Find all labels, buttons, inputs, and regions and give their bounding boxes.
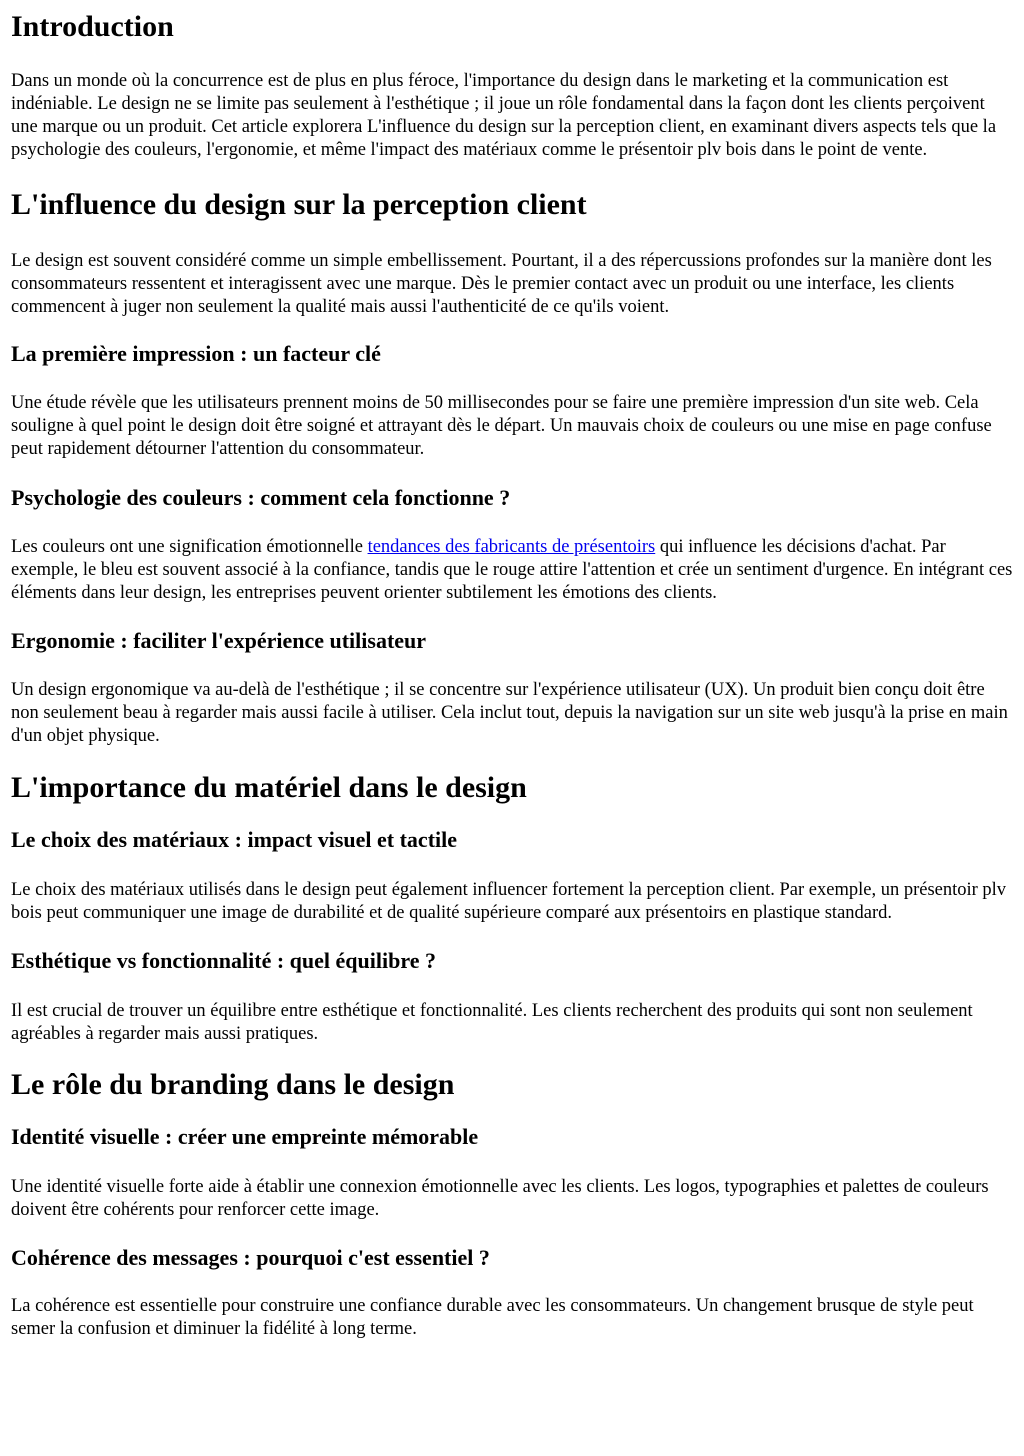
paragraph-text-after-link: qui influence les décisions d'achat. Par exemple, le bleu est souvent associé à la confiance, tandis que le rouge attire l'attention et crée un sentiment d'urgence. En intégrant ces éléments dans leur design, les entreprises peuvent orienter subtilement les émotions des clients. (11, 537, 1013, 603)
subheading-material-choice: Le choix des matériaux : impact visuel et tactile (11, 827, 458, 852)
heading-introduction: Introduction (11, 10, 174, 43)
heading-branding-role: Le rôle du branding dans le design (11, 1068, 455, 1101)
link-display-manufacturer-trends[interactable]: tendances des fabricants de présentoirs (367, 537, 656, 557)
subheading-color-psychology: Psychologie des couleurs : comment cela fonctionne ? (11, 485, 511, 510)
article (0, 10, 1024, 1341)
subheading-message-coherence: Cohérence des messages : pourquoi c'est essentiel ? (11, 1245, 490, 1270)
paragraph-color-psychology (11, 536, 1013, 605)
paragraph-first-impression: Une étude révèle que les utilisateurs prennent moins de 50 millisecondes pour se faire une première impression d'un site web. Cela souligne à quel point le design doit être soigné et attrayant dès le départ. Un mauvais choix de couleurs ou une mise en page confuse peut rapidement détourner l'attention du consommateur. (11, 393, 992, 459)
paragraph-aesthetics-vs-function: Il est crucial de trouver un équilibre entre esthétique et fonctionnalité. Les clients recherchent des produits qui sont non seulement agréables à regarder mais aussi pratiques. (11, 1001, 973, 1044)
paragraph-introduction: Dans un monde où la concurrence est de plus en plus féroce, l'importance du design dans le marketing et la communication est indéniable. Le design ne se limite pas seulement à l'esthétique ; il joue un rôle fondamental dans la façon dont les clients perçoivent une marque ou un produit. Cet article explorera L'influence du design sur la perception client, en examinant divers aspects tels que la psychologie des couleurs, l'ergonomie, et même l'impact des matériaux comme le présentoir plv bois dans le point de vente. (11, 71, 997, 160)
paragraph-design-influence: Le design est souvent considéré comme un simple embellissement. Pourtant, il a des répercussions profondes sur la manière dont les consommateurs ressentent et interagissent avec une marque. Dès le premier contact avec un produit ou une interface, les clients commencent à juger non seulement la qualité mais aussi l'authenticité de ce qu'ils voient. (11, 251, 992, 317)
subheading-first-impression: La première impression : un facteur clé (11, 341, 381, 366)
subheading-ergonomics: Ergonomie : faciliter l'expérience utilisateur (11, 628, 427, 653)
heading-material-importance: L'importance du matériel dans le design (11, 771, 527, 804)
paragraph-material-choice: Le choix des matériaux utilisés dans le design peut également influencer fortement la perception client. Par exemple, un présentoir plv bois peut communiquer une image de durabilité et de qualité supérieure comparé aux présentoirs en plastique standard. (11, 880, 1007, 923)
paragraph-message-coherence: La cohérence est essentielle pour construire une confiance durable avec les consommateurs. Un changement brusque de style peut semer la confusion et diminuer la fidélité à long terme. (11, 1296, 974, 1339)
subheading-visual-identity: Identité visuelle : créer une empreinte mémorable (11, 1124, 479, 1149)
paragraph-visual-identity: Une identité visuelle forte aide à établir une connexion émotionnelle avec les clients. Les logos, typographies et palettes de couleurs doivent être cohérents pour renforcer cette image. (11, 1177, 989, 1220)
subheading-aesthetics-vs-function: Esthétique vs fonctionnalité : quel équilibre ? (11, 948, 436, 973)
heading-design-influence: L'influence du design sur la perception client (11, 188, 587, 221)
paragraph-text-before-link: Les couleurs ont une signification émotionnelle (11, 537, 368, 557)
paragraph-ergonomics: Un design ergonomique va au-delà de l'esthétique ; il se concentre sur l'expérience utilisateur (UX). Un produit bien conçu doit être non seulement beau à regarder mais aussi facile à utiliser. Cela inclut tout, depuis la navigation sur un site web jusqu'à la prise en main d'un objet physique. (11, 680, 1008, 746)
